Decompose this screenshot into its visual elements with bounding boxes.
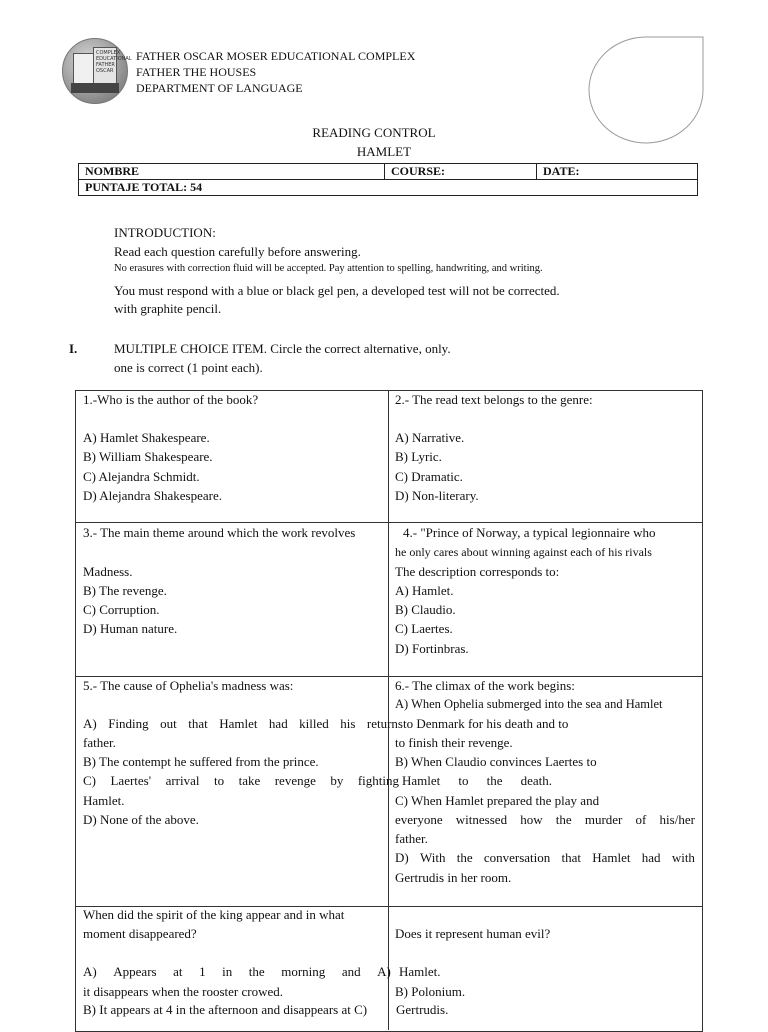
question-2: 2.- The read text belongs to the genre:: [395, 392, 593, 407]
option-c-word: everyone: [395, 812, 443, 827]
option-b-word: to: [458, 773, 469, 788]
option-d[interactable]: D) Non-literary.: [395, 488, 479, 503]
date-field[interactable]: DATE:: [537, 164, 698, 180]
school-name: FATHER OSCAR MOSER EDUCATIONAL COMPLEX: [136, 49, 416, 63]
option-c-word: how: [520, 812, 543, 827]
option-c-word: take: [238, 773, 261, 788]
option-b[interactable]: B) The revenge.: [83, 583, 167, 598]
school-logo: [62, 38, 132, 104]
option-c-word: his/her: [659, 812, 695, 827]
option-d-line: Gertrudis in her room.: [395, 870, 512, 885]
option-b-line: [402, 773, 552, 789]
option-a-word: and: [341, 964, 361, 979]
column-divider: [388, 390, 389, 1030]
row-divider: [75, 676, 702, 677]
option-c-word: murder: [584, 812, 623, 827]
option-d-word: with: [671, 850, 695, 865]
option-c-word: the: [555, 812, 572, 827]
option-a-word: his: [340, 716, 356, 731]
option-a-word: A): [83, 716, 97, 731]
option-b-word: death.: [520, 773, 552, 788]
option-c-word: fighting: [357, 773, 399, 788]
option-a-word: morning: [281, 964, 326, 979]
section-instructions: MULTIPLE CHOICE ITEM. Circle the correct alternative, only.: [114, 341, 451, 356]
logo-text: COMPLEX EDUCATIONAL FATHER OSCAR: [96, 50, 132, 74]
option-a-word: out: [160, 716, 177, 731]
intro-heading: INTRODUCTION:: [114, 225, 216, 240]
option-c[interactable]: C) Dramatic.: [395, 469, 463, 484]
option-d-word: Hamlet: [592, 850, 631, 865]
option-a-word: in: [222, 964, 233, 979]
option-a-word: at: [173, 964, 183, 979]
option-d-word: conversation: [483, 850, 551, 865]
option-a[interactable]: [83, 964, 391, 980]
option-a-word: Appears: [113, 964, 157, 979]
total-score-field: PUNTAJE TOTAL: 54: [79, 180, 698, 196]
option-c-line: father.: [395, 831, 428, 846]
option-c-line: Hamlet.: [83, 793, 125, 808]
option-b[interactable]: B) Claudio.: [395, 602, 456, 617]
logo-base: [71, 83, 119, 93]
option-a[interactable]: A) When Ophelia submerged into the sea and Hamlet: [395, 697, 663, 711]
document-subtitle: HAMLET: [356, 144, 412, 159]
option-a-line: to finish their revenge.: [395, 735, 513, 750]
option-d-word: With: [419, 850, 446, 865]
option-a[interactable]: Hamlet.: [399, 964, 441, 979]
option-d[interactable]: D) Fortinbras.: [395, 641, 469, 656]
option-c-word: arrival: [165, 773, 200, 788]
option-a-word: A): [83, 964, 97, 979]
option-c-line: [395, 812, 695, 828]
option-a-line: it disappears when the rooster crowed.: [83, 984, 283, 999]
option-b[interactable]: B) When Claudio convinces Laertes to: [395, 754, 597, 769]
option-a-line: father.: [83, 735, 116, 750]
student-info-table: [78, 163, 698, 196]
question-6: 6.- The climax of the work begins:: [395, 678, 575, 693]
option-b-word: the: [486, 773, 503, 788]
name-field[interactable]: NOMBRE: [79, 164, 385, 180]
option-a-word: Finding: [108, 716, 149, 731]
option-a[interactable]: A) Hamlet Shakespeare.: [83, 430, 210, 445]
option-a-word: returns: [366, 716, 403, 731]
option-b[interactable]: B) William Shakespeare.: [83, 449, 213, 464]
option-b[interactable]: B) The contempt he suffered from the prince.: [83, 754, 319, 769]
option-d[interactable]: [395, 850, 695, 866]
option-b[interactable]: B) Polonium.: [395, 984, 466, 999]
row-divider: [75, 522, 702, 523]
option-a-word: that: [188, 716, 208, 731]
option-d-word: had: [641, 850, 661, 865]
question-4-line: he only cares about winning against each of his rivals: [395, 545, 652, 559]
question-5: 5.- The cause of Ophelia's madness was:: [83, 678, 294, 693]
intro-line: You must respond with a blue or black gel pen, a developed test will not be corrected.: [114, 283, 560, 298]
document-title: READING CONTROL: [312, 125, 436, 140]
option-a-word: the: [248, 964, 265, 979]
option-a-word: killed: [299, 716, 329, 731]
option-c[interactable]: C) Corruption.: [83, 602, 160, 617]
option-c-word: to: [213, 773, 225, 788]
option-c[interactable]: Gertrudis.: [396, 1002, 449, 1017]
section-instructions: one is correct (1 point each).: [114, 360, 263, 375]
option-a-word: A): [377, 964, 391, 979]
option-c-word: revenge: [274, 773, 316, 788]
option-a[interactable]: A) Hamlet.: [395, 583, 454, 598]
school-subtitle: FATHER THE HOUSES: [136, 65, 257, 79]
option-d-word: the: [456, 850, 473, 865]
department-name: DEPARTMENT OF LANGUAGE: [136, 81, 303, 95]
option-c-word: witnessed: [455, 812, 508, 827]
option-a-word: 1: [199, 964, 206, 979]
option-d[interactable]: D) Alejandra Shakespeare.: [83, 488, 222, 503]
option-c[interactable]: C) Laertes.: [395, 621, 453, 636]
intro-line: Read each question carefully before answering.: [114, 244, 361, 259]
question-4: 4.- "Prince of Norway, a typical legionnaire who: [403, 525, 656, 540]
course-field[interactable]: COURSE:: [385, 164, 537, 180]
option-c-word: C): [83, 773, 96, 788]
question-3: 3.- The main theme around which the work revolves: [83, 525, 356, 540]
question-4-prompt: The description corresponds to:: [395, 564, 560, 579]
question-7: When did the spirit of the king appear and in what: [83, 907, 345, 922]
option-a[interactable]: [83, 716, 403, 732]
option-c-word: Laertes': [110, 773, 152, 788]
question-8: Does it represent human evil?: [395, 926, 551, 941]
question-7-line: moment disappeared?: [83, 926, 197, 941]
option-a[interactable]: A) Narrative.: [395, 430, 465, 445]
section-number: I.: [69, 341, 78, 356]
option-b[interactable]: B) It appears at 4 in the afternoon and disappears at C): [83, 1002, 368, 1017]
option-d-word: that: [561, 850, 582, 865]
intro-line: with graphite pencil.: [114, 301, 222, 316]
option-a-line: to Denmark for his death and to: [403, 716, 569, 731]
intro-line: No erasures with correction fluid will be accepted. Pay attention to spelling, handwriting, and writing.: [114, 263, 543, 274]
option-c-word: by: [330, 773, 344, 788]
option-c[interactable]: C) Alejandra Schmidt.: [83, 469, 200, 484]
option-a[interactable]: Madness.: [83, 564, 133, 579]
option-a-word: Hamlet: [219, 716, 258, 731]
option-c[interactable]: [83, 773, 399, 789]
option-d[interactable]: D) None of the above.: [83, 812, 199, 827]
option-b[interactable]: B) Lyric.: [395, 449, 442, 464]
option-d-word: D): [395, 850, 409, 865]
option-b-word: Hamlet: [402, 773, 441, 788]
option-c-word: of: [635, 812, 647, 827]
question-1: 1.-Who is the author of the book?: [83, 392, 259, 407]
option-c[interactable]: C) When Hamlet prepared the play and: [395, 793, 600, 808]
option-a-word: had: [268, 716, 288, 731]
option-d[interactable]: D) Human nature.: [83, 621, 178, 636]
